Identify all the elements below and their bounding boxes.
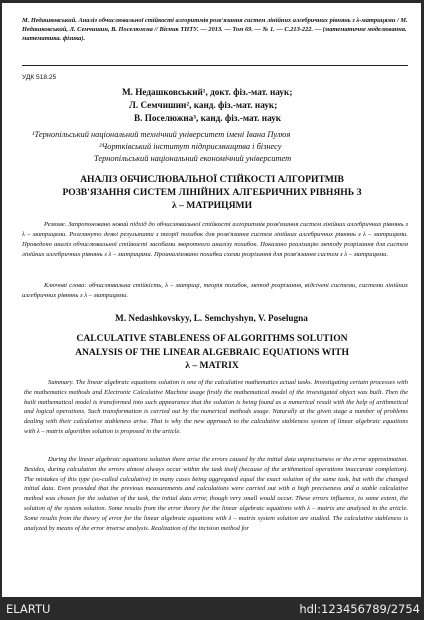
title-en-line-1: CALCULATIVE STABLENESS OF ALGORITHMS SOLUTION	[76, 333, 348, 344]
title-en-line-2: ANALYSIS OF THE LINEAR ALGEBRAIC EQUATIONS WITH	[75, 347, 349, 358]
author-2: Л. Семчишин², канд. фіз.-мат. наук;	[129, 100, 278, 110]
title-ua-line-1: АНАЛІЗ ОБЧИСЛЮВАЛЬНОЇ СТІЙКОСТІ АЛГОРИТМІВ	[80, 174, 344, 185]
affiliation-2: ²Чортківський інститут підприємництва і бізнесу	[99, 142, 282, 151]
keywords-ua: Ключові слова: обчислювальна стійкість, λ – матриці, теорія похибок, метод розрізання, відсічені системи, системи лінійних алгебричних рівнянь з λ – матрицями.	[22, 282, 408, 299]
affiliation-1: ¹Тернопільський національний технічний університет імені Івана Пулюя	[32, 130, 291, 139]
paper-page	[2, 3, 421, 597]
authors-en: M. Nedashkovskyy, L. Semchyshyn, V. Poselugna	[115, 313, 308, 323]
header-divider	[22, 65, 408, 66]
summary-en: Summary. The linear algebraic equations solution is one of the calculative mathematics actual tasks. Investigating certain processes with the mathematics methods and Electronic Calculative Machine usage firstly the mathematical model of the investigated object was built. Then the built mathematical model is transformed into such appearance that the solution is being found as a numerical result with the help of arithmetical and logical operations. Such transformation is carried out by the numerical methods usage. Naturally at the given stage a number of problems dealing with their calculative stableness arise. That is why the new approach to the calculative stableness system of linear algebraic equations with λ – matrix algorithm solution is proposed in the article.	[24, 379, 408, 435]
title-ua-line-2: РОЗВ'ЯЗАННЯ СИСТЕМ ЛІНІЙНИХ АЛГЕБРИЧНИХ РІВНЯНЬ З	[62, 187, 362, 198]
title-ua-line-3: λ – МАТРИЦЯМИ	[171, 200, 253, 211]
footer-handle: hdl:123456789/2754	[299, 602, 420, 616]
citation-header: М. Недашковський. Аналіз обчислювальної стійкості алгоритмів розв'язання систем лінійних алгебричних рівнянь з λ-матрицями / М. Недашковський, Л. Семчишин, В. Поселюжна // Вісник ТНТУ. — 2013. — Том 69. — № 1. — С.213-222. — (математичне моделювання. математика. фізика).	[22, 17, 408, 42]
abstract-ua: Резюме. Запропоновано новий підхід до обчислювальної стійкості алгоритмів розв'язання систем лінійних алгебричних рівнянь з λ – матрицями. Розглянуто деякі результати з теорії похибок для розв'язання систем лінійних алгебричних рівнянь з λ – матрицями. Проведено аналіз обчислювальної стійкості засобами зворотного аналізу похибок. Показано реалізацію методу розрізання для систем лінійних алгебричних рівнянь з λ – матрицями. Проаналізовано похибки схеми розрізання для розв'язання систем з λ – матрицями.	[22, 221, 408, 258]
author-3: В. Поселюжна³, канд. фіз.-мат. наук	[134, 113, 282, 123]
footer-repository: ELARTU	[6, 602, 51, 616]
udk-code: УДК 518.25	[22, 74, 57, 81]
body-en: During the linear algebraic equations solution there arise the errors caused by the initial data unpreciseness or the error approximation. Besides, during calculation the errors almost always occur within the task itself (because of the arithmetical operations inaccurate completion). The mistakes of this type (so-called calculative) in many cases being aggregated equal the exact solution of the same task, but with the changed initial data. Even provided that the previous measurements and calculations were carried out with a high preciseness and a stable calculative method was chosen for the solution of the task, the initial data error, though very small would occur. These errors influence, to some extent, the solution of the system solution. Some results from the error theory for the linear algebraic equations with λ – matrix are analysed in the article. Some results from the theory of error for the linear algebraic equations with λ – matrix system solution are studied. The calculative stableness is analyzed by means of the error inverse analysis. Realization of the incision method for	[24, 456, 408, 532]
author-1: М. Недашковський¹, докт. фіз.-мат. наук;	[122, 87, 293, 97]
affiliation-3: Тернопільський національний економічний університет	[94, 154, 292, 163]
title-en-line-3: λ – MATRIX	[185, 360, 239, 371]
